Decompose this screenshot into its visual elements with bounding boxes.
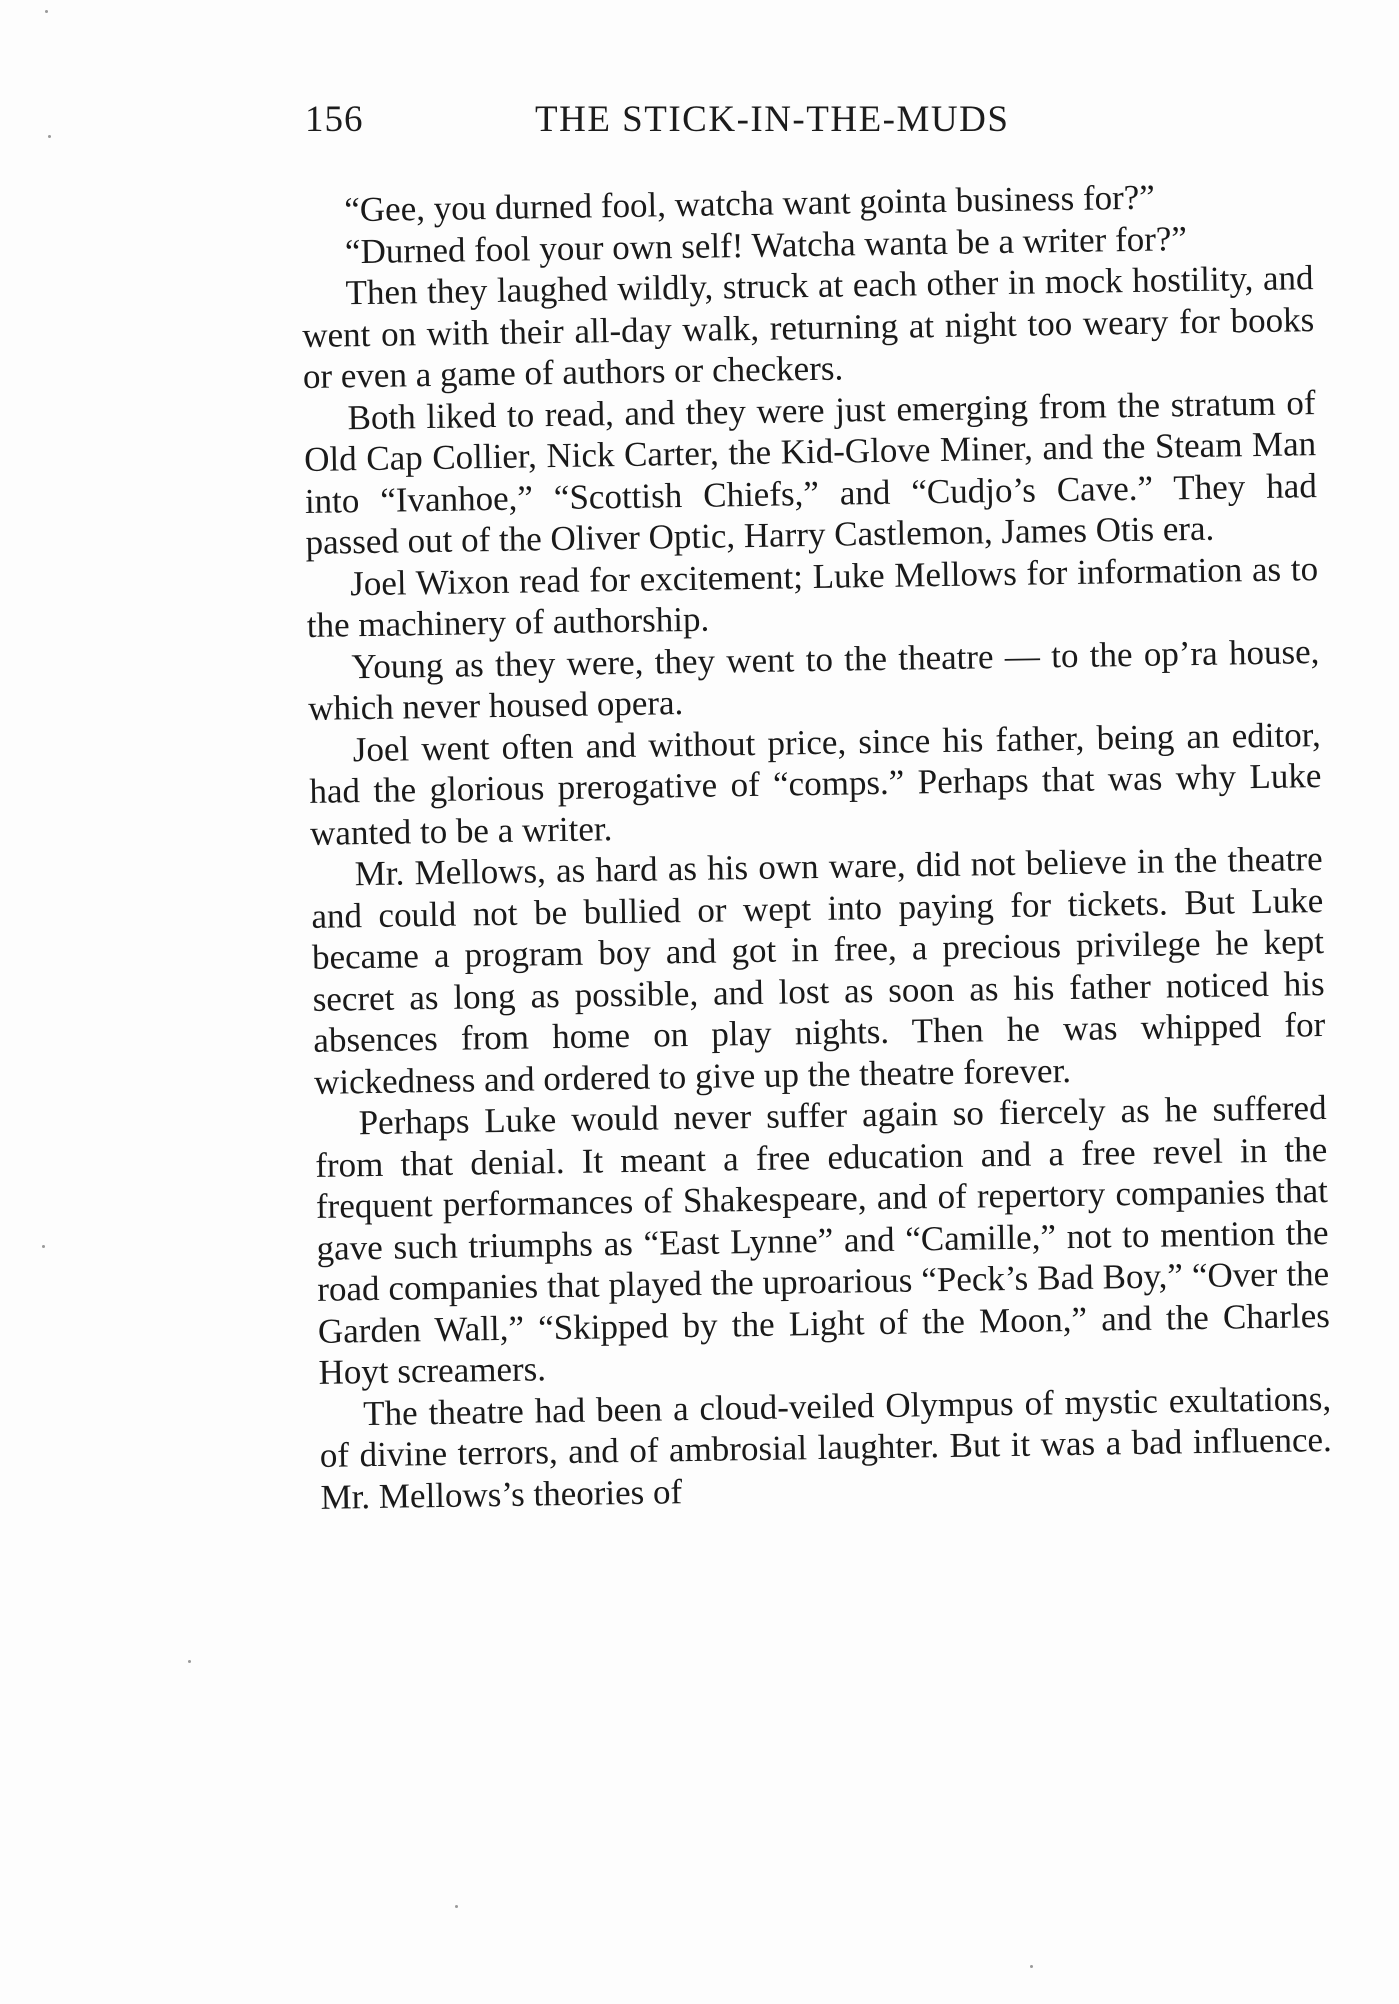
paragraph: Mr. Mellows, as hard as his own ware, did not believe in the theatre and could not be bullied or wept into paying for tickets. But Luke became a program boy and got in free, a precious privilege he kept secret as long as possible, and lost as soon as his father noticed his absences from home on play nights. Then he was whipped for wickedness and ordered to give up the theatre forever. (311, 839, 1326, 1102)
paragraph: Then they laughed wildly, struck at each other in mock hostility, and went on with their all-day walk, returning at night too weary for books or even a game of authors or checkers. (301, 258, 1315, 396)
paragraph: The theatre had been a cloud-veiled Olympus of mystic exultations, of divine terrors, and of ambrosial laughter. But it was a bad influence. Mr. Mellows’s theories of (319, 1378, 1333, 1517)
scan-speck (42, 1245, 45, 1248)
scan-speck (45, 10, 48, 13)
paragraph: “Gee, you durned fool, watcha want gointa business for?” (344, 177, 1156, 230)
scan-speck (48, 135, 51, 138)
book-title: THE STICK-IN-THE-MUDS (535, 99, 1010, 140)
paragraph: Joel Wixon read for excitement; Luke Mellows for information as to the machinery of authorship. (306, 548, 1319, 645)
body-text (300, 174, 1333, 1518)
page-number: 156 (305, 99, 364, 140)
paragraph: Perhaps Luke would never suffer again so fiercely as he suffered from that denial. It meant a free education and a free revel in the frequent performances of Shakespeare, and of repertory companies that gave such triumphs as “East Lynne” and “Camille,” not to mention the road companies that played the uproarious “Peck’s Bad Boy,” “Over the Garden Wall,” “Skipped by the Light of the Moon,” and the Charles Hoyt screamers. (315, 1087, 1331, 1392)
paragraph: “Durned fool your own self! Watcha wanta be a writer for?” (344, 218, 1188, 271)
scan-speck (455, 1905, 458, 1908)
scan-speck (188, 1660, 191, 1663)
paragraph: Joel went often and without price, since his father, being an editor, had the glorious prerogative of “comps.” Perhaps that was why Luke wanted to be a writer. (309, 714, 1322, 853)
scan-speck (1030, 1965, 1033, 1968)
paragraph: Young as they were, they went to the theatre — to the op’ra house, which never housed opera. (307, 631, 1320, 728)
paragraph: Both liked to read, and they were just emerging from the stratum of Old Cap Collier, Nick Carter, the Kid-Glove Miner, and the Steam Man into “Ivanhoe,” “Scottish Chiefs,” and “Cudjo’s Cave.” They had passed out of the Oliver Optic, Harry Castlemon, James Otis era. (303, 382, 1318, 562)
running-head (305, 98, 1315, 158)
